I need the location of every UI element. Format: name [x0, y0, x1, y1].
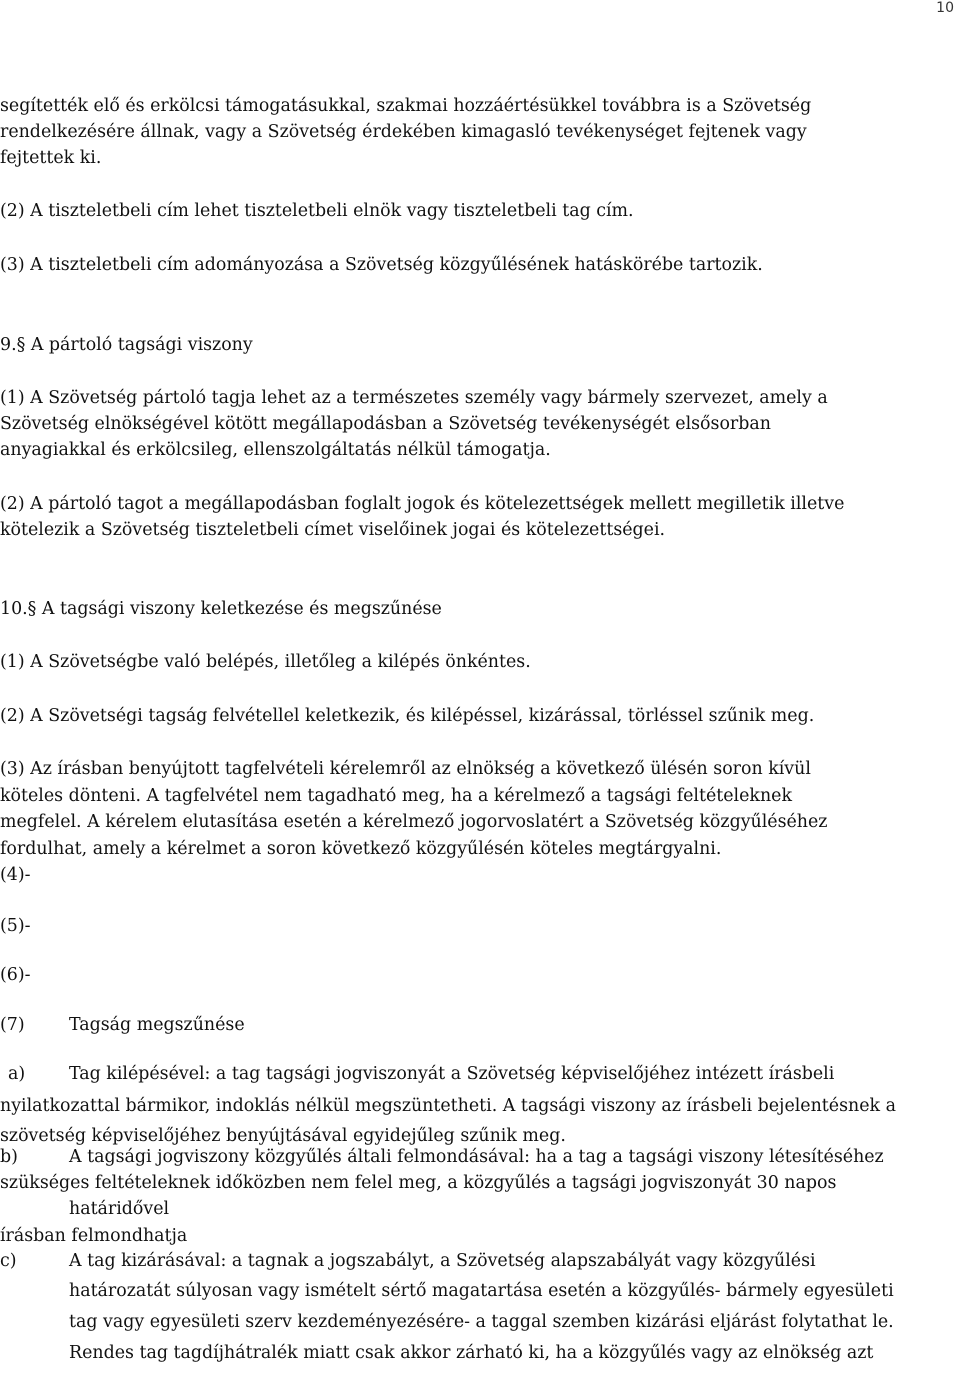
- text-line: szövetség képviselőjéhez benyújtásával egyidejűleg szűnik meg.: [0, 1126, 566, 1146]
- subsection-heading: Tagság megszűnése: [69, 1015, 245, 1035]
- text-line: köteles dönteni. A tagfelvétel nem tagadható meg, ha a kérelmező a tagsági feltételeknek: [0, 786, 792, 806]
- list-marker: c): [0, 1251, 17, 1271]
- text-line: (2) A pártoló tagot a megállapodásban foglalt jogok és kötelezettségek mellett megilletik illetve: [0, 494, 845, 514]
- text-line: határozatát súlyosan vagy ismételt sértő magatartása esetén a közgyűlés- bármely egyesületi: [69, 1281, 894, 1301]
- text-line: kötelezik a Szövetség tiszteletbeli címet viselőinek jogai és kötelezettségei.: [0, 520, 666, 540]
- text-line: (6)-: [0, 965, 31, 985]
- text-line: rendelkezésére állnak, vagy a Szövetség érdekében kimagasló tevékenységet fejtenek vagy: [0, 122, 807, 142]
- list-marker: (7): [0, 1015, 25, 1035]
- list-marker: a): [8, 1064, 26, 1084]
- text-line: (2) A tiszteletbeli cím lehet tiszteletbeli elnök vagy tiszteletbeli tag cím.: [0, 201, 634, 221]
- text-line: fejtettek ki.: [0, 148, 102, 168]
- text-line: (4)-: [0, 865, 31, 885]
- text-line: (3) A tiszteletbeli cím adományozása a Szövetség közgyűlésének hatáskörébe tartozik.: [0, 255, 763, 275]
- text-line: Szövetség elnökségével kötött megállapodásban a Szövetség tevékenységét elsősorban: [0, 414, 771, 434]
- text-line: (1) A Szövetség pártoló tagja lehet az a természetes személy vagy bármely szervezet, amely a: [0, 388, 828, 408]
- text-line: segítették elő és erkölcsi támogatásukkal, szakmai hozzáértésükkel továbbra is a Szövetség: [0, 96, 812, 116]
- text-line: nyilatkozattal bármikor, indoklás nélkül megszüntetheti. A tagsági viszony az írásbeli bejelentésnek a: [0, 1096, 896, 1116]
- text-line: megfelel. A kérelem elutasítása esetén a kérelmező jogorvoslatért a Szövetség közgyűléséhez: [0, 812, 828, 832]
- text-line: írásban felmondhatja: [0, 1226, 188, 1246]
- text-line: határidővel: [69, 1199, 170, 1219]
- text-line: fordulhat, amely a kérelmet a soron következő közgyűlésén köteles megtárgyalni.: [0, 839, 722, 859]
- text-line: Tag kilépésével: a tag tagsági jogviszonyát a Szövetség képviselőjéhez intézett írásbeli: [69, 1064, 835, 1084]
- text-line: (1) A Szövetségbe való belépés, illetőleg a kilépés önkéntes.: [0, 652, 531, 672]
- text-line: (5)-: [0, 916, 31, 936]
- text-line: (3) Az írásban benyújtott tagfelvételi kérelemről az elnökség a következő ülésén soron kívül: [0, 759, 811, 779]
- text-line: szükséges feltételeknek időközben nem felel meg, a közgyűlés a tagsági jogviszonyát 30 napos: [0, 1173, 837, 1193]
- page-number: 10: [936, 0, 954, 16]
- text-line: Rendes tag tagdíjhátralék miatt csak akkor zárható ki, ha a közgyűlés vagy az elnökség azt: [69, 1343, 874, 1363]
- section-heading: 10.§ A tagsági viszony keletkezése és megszűnése: [0, 599, 442, 619]
- list-marker: b): [0, 1147, 18, 1167]
- text-line: (2) A Szövetségi tagság felvétellel keletkezik, és kilépéssel, kizárással, törléssel szűnik meg.: [0, 706, 815, 726]
- text-line: anyagiakkal és erkölcsileg, ellenszolgáltatás nélkül támogatja.: [0, 440, 551, 460]
- text-line: tag vagy egyesületi szerv kezdeményezésére- a taggal szemben kizárási eljárást folytathat le.: [69, 1312, 894, 1332]
- section-heading: 9.§ A pártoló tagsági viszony: [0, 335, 253, 355]
- text-line: A tagsági jogviszony közgyűlés általi felmondásával: ha a tag a tagsági viszony létesítéséhez: [69, 1147, 884, 1167]
- text-line: A tag kizárásával: a tagnak a jogszabályt, a Szövetség alapszabályát vagy közgyűlési: [69, 1251, 816, 1271]
